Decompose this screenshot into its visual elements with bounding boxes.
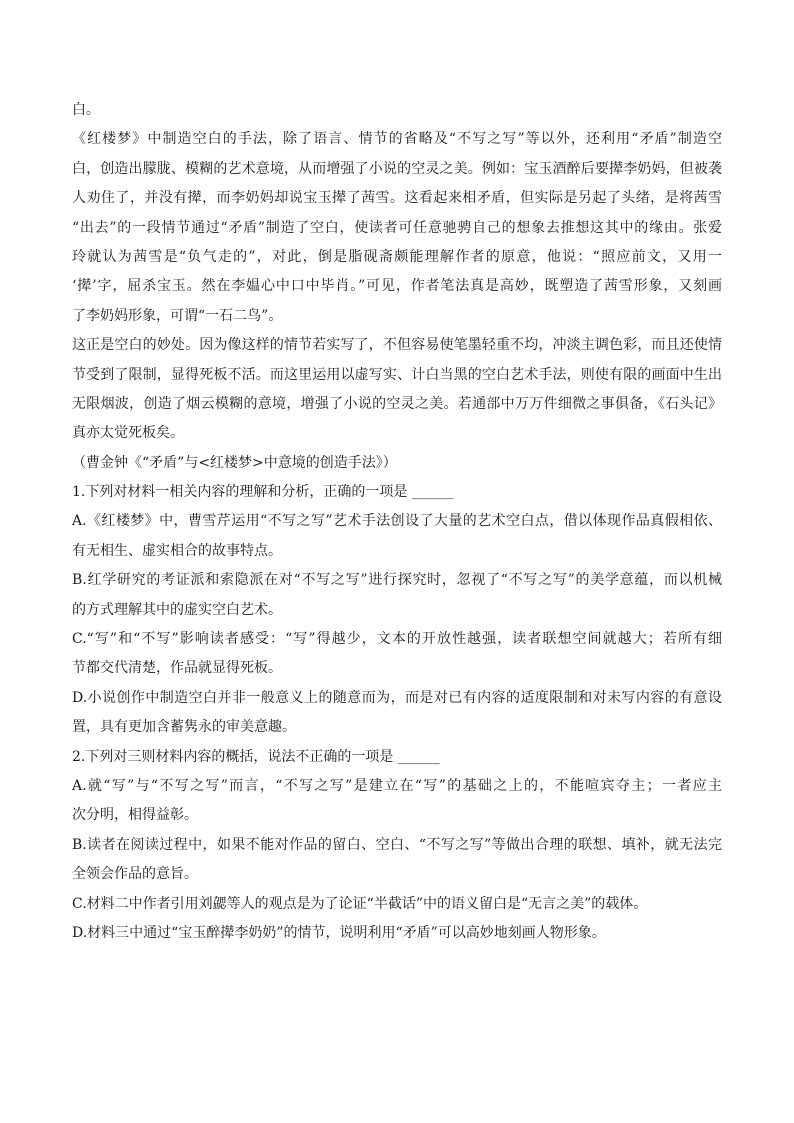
paragraph-line: 这正是空白的妙处。因为像这样的情节若实写了，不但容易使笔墨轻重不均，冲淡主调色彩，而且还使情 [72, 337, 722, 354]
source-citation: （曹金钟《“矛盾”与<红楼梦>中意境的创造手法》） [72, 454, 397, 471]
paragraph-line: 玲就认为茜雪是“负气走的”，对此，倒是脂砚斋颇能理解作者的原意，他说：“照应前文，又用一 [72, 248, 722, 265]
paragraph-line: 白。 [72, 102, 100, 118]
question-1-option-a: A.《红楼梦》中，曹雪芹运用“不写之写”艺术手法创设了大量的艺术空白点，借以体现作品真假相依、 [72, 513, 722, 530]
question-1-option-d-cont: 置，具有更加含蓄隽永的审美意趣。 [72, 719, 296, 736]
question-1-option-b-cont: 的方式理解其中的虚实空白艺术。 [72, 601, 282, 618]
question-1-option-c-cont: 节都交代清楚，作品就显得死板。 [72, 660, 282, 677]
question-2-option-a: A.就“写”与“不写之写”而言，“不写之写”是建立在“写”的基础之上的，不能喧宾夺主；一者应主 [72, 777, 722, 794]
question-2-option-a-cont: 次分明，相得益彰。 [72, 807, 198, 824]
paragraph-line: 节受到了限制，显得死板不活。而这里运用以虚写实、计白当黑的空白艺术手法，则使有限的画面中生出 [72, 366, 722, 383]
paragraph-line: “出去”的一段情节通过“矛盾”制造了空白，使读者可任意驰骋自己的想象去推想这其中的缘由。张爱 [72, 219, 722, 236]
question-1-stem: 1.下列对材料一相关内容的理解和分析，正确的一项是 ______ [72, 484, 454, 501]
paragraph-line: ‘撵’字，屈杀宝玉。然在李媪心中口中毕肖。”可见，作者笔法真是高妙，既塑造了茜雪形象，又刻画 [72, 278, 722, 295]
question-1-option-d: D.小说创作中制造空白并非一般意义上的随意而为，而是对已有内容的适度限制和对未写内容的有意设 [72, 689, 722, 706]
question-2-option-d: D.材料三中通过“宝玉醉撵李奶奶”的情节，说明利用“矛盾”可以高妙地刻画人物形象。 [72, 924, 606, 941]
paragraph-line: 真亦太觉死板矣。 [72, 425, 184, 442]
question-2-option-b: B.读者在阅读过程中，如果不能对作品的留白、空白、“不写之写”等做出合理的联想、填补，就无法完 [72, 836, 722, 853]
paragraph-line: 了李奶妈形象，可谓“一石二鸟”。 [72, 307, 283, 324]
question-1-option-c: C.“写”和“不写”影响读者感受：“写”得越少，文本的开放性越强，读者联想空间就越大；若所有细 [72, 631, 722, 648]
question-1-option-b: B.红学研究的考证派和索隐派在对“不写之写”进行探究时，忽视了“不写之写”的美学意蕴，而以机械 [72, 572, 722, 589]
question-2-option-c: C.材料二中作者引用刘勰等人的观点是为了论证“半截话”中的语义留白是“无言之美”的载体。 [72, 895, 648, 912]
paragraph-line: 白，创造出朦胧、模糊的艺术意境，从而增强了小说的空灵之美。例如：宝玉酒醉后要撵李奶妈，但被袭 [72, 160, 722, 177]
paragraph-line: 无限烟波，创造了烟云模糊的意境，增强了小说的空灵之美。若通部中万万件细微之事俱备，《石头记》 [72, 395, 722, 412]
document-page [72, 96, 722, 948]
question-1-option-a-cont: 有无相生、虚实相合的故事特点。 [72, 542, 282, 559]
paragraph-line: 人劝住了，并没有撵，而李奶妈却说宝玉撵了茜雪。这看起来相矛盾，但实际是另起了头绪，是将茜雪 [72, 190, 722, 207]
paragraph-line: 《红楼梦》中制造空白的手法，除了语言、情节的省略及“不写之写”等以外，还利用“矛盾”制造空 [72, 131, 722, 148]
question-2-option-b-cont: 全领会作品的意旨。 [72, 866, 198, 883]
question-2-stem: 2.下列对三则材料内容的概括，说法不正确的一项是 ______ [72, 748, 440, 765]
